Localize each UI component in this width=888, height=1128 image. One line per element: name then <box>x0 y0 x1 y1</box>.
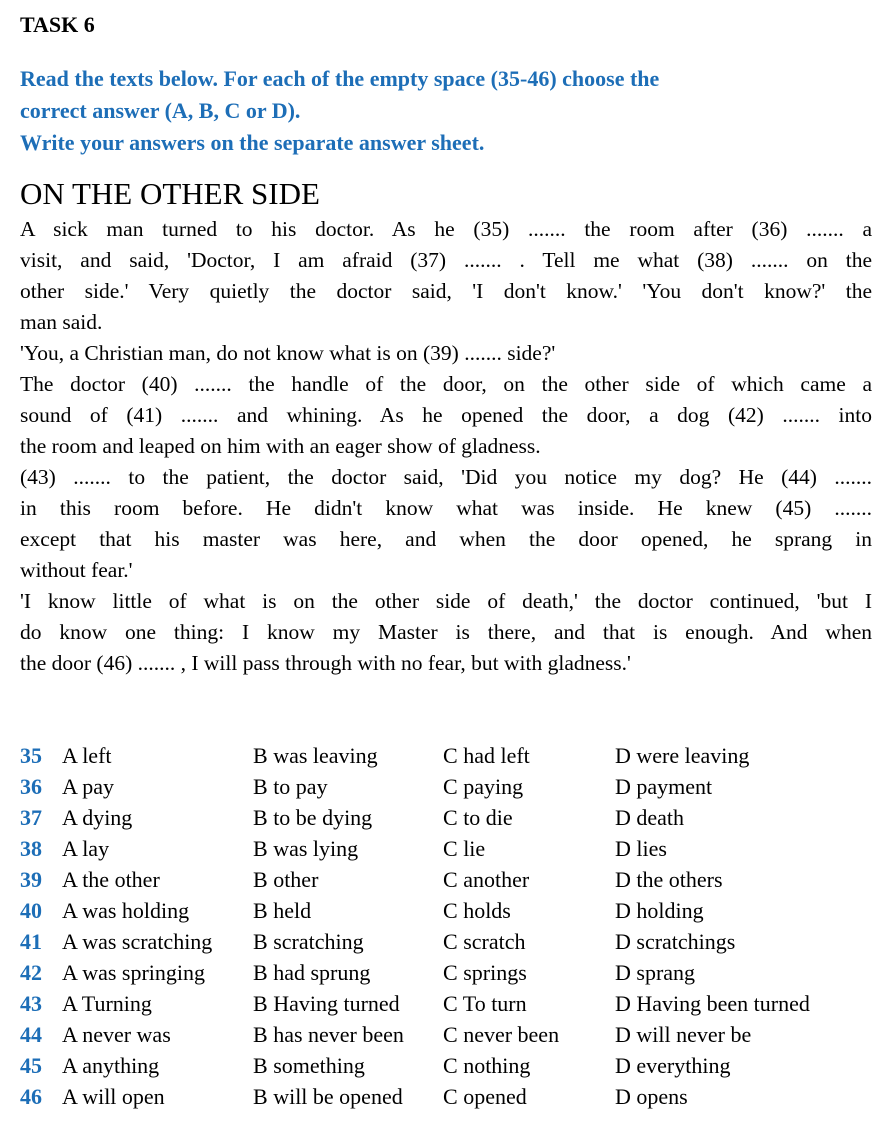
question-row <box>20 895 872 926</box>
question-number: 41 <box>20 929 42 954</box>
option-d <box>615 1019 872 1050</box>
option-text: payment <box>636 774 713 799</box>
question-number: 38 <box>20 836 42 861</box>
option-text: another <box>463 867 530 892</box>
option-text: To turn <box>462 991 527 1016</box>
option-letter: D <box>615 805 631 830</box>
option-c <box>443 864 615 895</box>
option-text: pay <box>82 774 114 799</box>
option-letter: C <box>443 805 458 830</box>
question-row <box>20 1050 872 1081</box>
passage-title: ON THE OTHER SIDE <box>20 176 320 211</box>
option-c <box>443 740 615 771</box>
option-text: had left <box>463 743 530 768</box>
option-letter: D <box>615 774 631 799</box>
option-text: sprang <box>636 960 696 985</box>
option-text: paying <box>463 774 524 799</box>
option-text: anything <box>82 1053 160 1078</box>
option-a <box>62 1019 253 1050</box>
option-text: scratch <box>463 929 526 954</box>
option-c <box>443 833 615 864</box>
passage-line: in this room before. He didn't know what was inside. He knew (45) ....... <box>20 496 872 520</box>
option-letter: C <box>443 836 458 861</box>
option-text: holds <box>463 898 511 923</box>
option-b <box>253 864 443 895</box>
option-c <box>443 988 615 1019</box>
option-text: lay <box>82 836 110 861</box>
option-d <box>615 1081 872 1112</box>
option-text: never was <box>82 1022 171 1047</box>
question-row <box>20 926 872 957</box>
option-b <box>253 1019 443 1050</box>
option-c <box>443 771 615 802</box>
option-d <box>615 771 872 802</box>
option-d <box>615 957 872 988</box>
option-text: Turning <box>81 991 152 1016</box>
option-letter: B <box>253 836 268 861</box>
passage-line: do know one thing: I know my Master is there, and that is enough. And when <box>20 620 872 644</box>
option-letter: A <box>62 836 77 861</box>
question-row <box>20 771 872 802</box>
option-a <box>62 1081 253 1112</box>
option-d <box>615 988 872 1019</box>
passage-line: 'You, a Christian man, do not know what is on (39) ....... side?' <box>20 341 556 365</box>
question-row <box>20 833 872 864</box>
question-number: 44 <box>20 1022 42 1047</box>
option-text: springs <box>463 960 527 985</box>
option-text: was holding <box>82 898 190 923</box>
option-a <box>62 833 253 864</box>
option-b <box>253 957 443 988</box>
question-number: 45 <box>20 1053 42 1078</box>
option-letter: A <box>62 743 77 768</box>
option-text: will be opened <box>273 1084 403 1109</box>
option-a <box>62 802 253 833</box>
option-text: to pay <box>273 774 328 799</box>
passage-line: man said. <box>20 310 103 334</box>
option-text: were leaving <box>636 743 750 768</box>
question-row <box>20 1019 872 1050</box>
option-letter: D <box>615 743 631 768</box>
question-number: 43 <box>20 991 42 1016</box>
option-letter: B <box>253 774 268 799</box>
passage-body <box>20 214 872 679</box>
passage-line: the door (46) ....... , I will pass through with no fear, but with gladness.' <box>20 651 631 675</box>
option-b <box>253 833 443 864</box>
option-b <box>253 1081 443 1112</box>
option-d <box>615 926 872 957</box>
option-text: lie <box>463 836 486 861</box>
passage-line: sound of (41) ....... and whining. As he opened the door, a dog (42) ....... into <box>20 403 872 427</box>
option-letter: D <box>615 898 631 923</box>
passage-line: The doctor (40) ....... the handle of the door, on the other side of which came a <box>20 372 872 396</box>
option-text: will open <box>82 1084 165 1109</box>
option-letter: A <box>62 1053 77 1078</box>
instructions <box>20 63 872 159</box>
option-text: holding <box>636 898 704 923</box>
instruction-line: Read the texts below. For each of the empty space (35-46) choose the <box>20 66 660 91</box>
option-text: death <box>636 805 685 830</box>
option-text: scratchings <box>636 929 736 954</box>
option-letter: C <box>443 1022 458 1047</box>
option-letter: D <box>615 929 631 954</box>
option-letter: A <box>62 898 77 923</box>
question-number: 42 <box>20 960 42 985</box>
option-letter: A <box>62 867 77 892</box>
question-row <box>20 864 872 895</box>
option-letter: C <box>443 960 458 985</box>
option-a <box>62 926 253 957</box>
option-text: was scratching <box>82 929 213 954</box>
question-row <box>20 802 872 833</box>
option-c <box>443 802 615 833</box>
question-number: 39 <box>20 867 42 892</box>
option-text: held <box>273 898 312 923</box>
passage-line: 'I know little of what is on the other side of death,' the doctor continued, 'but I <box>20 589 872 613</box>
option-text: the others <box>636 867 723 892</box>
option-d <box>615 895 872 926</box>
option-letter: B <box>253 929 268 954</box>
option-letter: B <box>253 867 268 892</box>
question-number: 35 <box>20 743 42 768</box>
question-number: 40 <box>20 898 42 923</box>
question-row <box>20 1081 872 1112</box>
option-b <box>253 740 443 771</box>
option-letter: C <box>443 774 458 799</box>
option-letter: D <box>615 867 631 892</box>
question-row <box>20 957 872 988</box>
option-text: nothing <box>463 1053 531 1078</box>
option-c <box>443 1050 615 1081</box>
option-b <box>253 895 443 926</box>
question-row <box>20 740 872 771</box>
option-letter: A <box>62 929 77 954</box>
option-letter: C <box>443 991 458 1016</box>
option-a <box>62 771 253 802</box>
option-letter: C <box>443 898 458 923</box>
option-b <box>253 988 443 1019</box>
option-letter: B <box>253 1022 268 1047</box>
option-letter: B <box>253 743 268 768</box>
passage-line: the room and leaped on him with an eager show of gladness. <box>20 434 541 458</box>
option-text: was springing <box>82 960 206 985</box>
option-letter: C <box>443 867 458 892</box>
option-letter: D <box>615 960 631 985</box>
options-table <box>20 740 872 1112</box>
option-text: opens <box>636 1084 688 1109</box>
option-letter: A <box>62 805 77 830</box>
option-letter: C <box>443 1053 458 1078</box>
option-b <box>253 771 443 802</box>
option-letter: A <box>62 1022 77 1047</box>
option-text: left <box>82 743 112 768</box>
option-text: Having turned <box>273 991 400 1016</box>
option-c <box>443 926 615 957</box>
option-letter: A <box>62 960 77 985</box>
passage-line: visit, and said, 'Doctor, I am afraid (37) ....... . Tell me what (38) ....... on the <box>20 248 872 272</box>
option-text: scratching <box>273 929 364 954</box>
option-text: dying <box>82 805 133 830</box>
option-letter: D <box>615 1053 631 1078</box>
option-c <box>443 895 615 926</box>
option-text: has never been <box>273 1022 404 1047</box>
option-letter: A <box>62 1084 77 1109</box>
option-letter: B <box>253 898 268 923</box>
option-text: lies <box>636 836 667 861</box>
option-text: never been <box>463 1022 560 1047</box>
passage-line: without fear.' <box>20 558 133 582</box>
option-text: had sprung <box>273 960 371 985</box>
option-text: opened <box>463 1084 527 1109</box>
instruction-line: correct answer (A, B, C or D). <box>20 98 301 123</box>
option-a <box>62 957 253 988</box>
option-d <box>615 833 872 864</box>
option-letter: C <box>443 743 458 768</box>
question-number: 46 <box>20 1084 42 1109</box>
option-a <box>62 1050 253 1081</box>
passage-line: (43) ....... to the patient, the doctor said, 'Did you notice my dog? He (44) ....... <box>20 465 872 489</box>
option-text: to die <box>463 805 513 830</box>
option-text: other <box>273 867 319 892</box>
option-b <box>253 1050 443 1081</box>
option-a <box>62 988 253 1019</box>
passage-line: A sick man turned to his doctor. As he (35) ....... the room after (36) ....... a <box>20 217 872 241</box>
option-letter: D <box>615 1084 631 1109</box>
passage-line: except that his master was here, and when the door opened, he sprang in <box>20 527 872 551</box>
option-letter: A <box>62 774 77 799</box>
option-text: the other <box>82 867 160 892</box>
option-a <box>62 864 253 895</box>
option-c <box>443 1081 615 1112</box>
option-letter: D <box>615 836 631 861</box>
option-letter: C <box>443 929 458 954</box>
option-text: Having been turned <box>636 991 810 1016</box>
option-letter: D <box>615 1022 631 1047</box>
passage-line: other side.' Very quietly the doctor said, 'I don't know.' 'You don't know?' the <box>20 279 872 303</box>
option-b <box>253 926 443 957</box>
option-d <box>615 740 872 771</box>
question-number: 37 <box>20 805 42 830</box>
option-c <box>443 1019 615 1050</box>
option-d <box>615 802 872 833</box>
option-letter: B <box>253 805 268 830</box>
question-number: 36 <box>20 774 42 799</box>
option-text: everything <box>636 1053 731 1078</box>
option-text: was leaving <box>273 743 378 768</box>
option-text: was lying <box>273 836 359 861</box>
option-d <box>615 864 872 895</box>
option-b <box>253 802 443 833</box>
option-letter: A <box>62 991 77 1016</box>
option-text: will never be <box>636 1022 752 1047</box>
option-text: something <box>273 1053 365 1078</box>
option-a <box>62 895 253 926</box>
option-letter: B <box>253 1053 268 1078</box>
instruction-line: Write your answers on the separate answer sheet. <box>20 130 485 155</box>
option-c <box>443 957 615 988</box>
option-a <box>62 740 253 771</box>
option-letter: B <box>253 960 268 985</box>
option-letter: D <box>615 991 631 1016</box>
option-letter: B <box>253 1084 268 1109</box>
option-letter: C <box>443 1084 458 1109</box>
option-d <box>615 1050 872 1081</box>
task-title: TASK 6 <box>20 12 95 37</box>
question-row <box>20 988 872 1019</box>
option-letter: B <box>253 991 268 1016</box>
option-text: to be dying <box>273 805 373 830</box>
